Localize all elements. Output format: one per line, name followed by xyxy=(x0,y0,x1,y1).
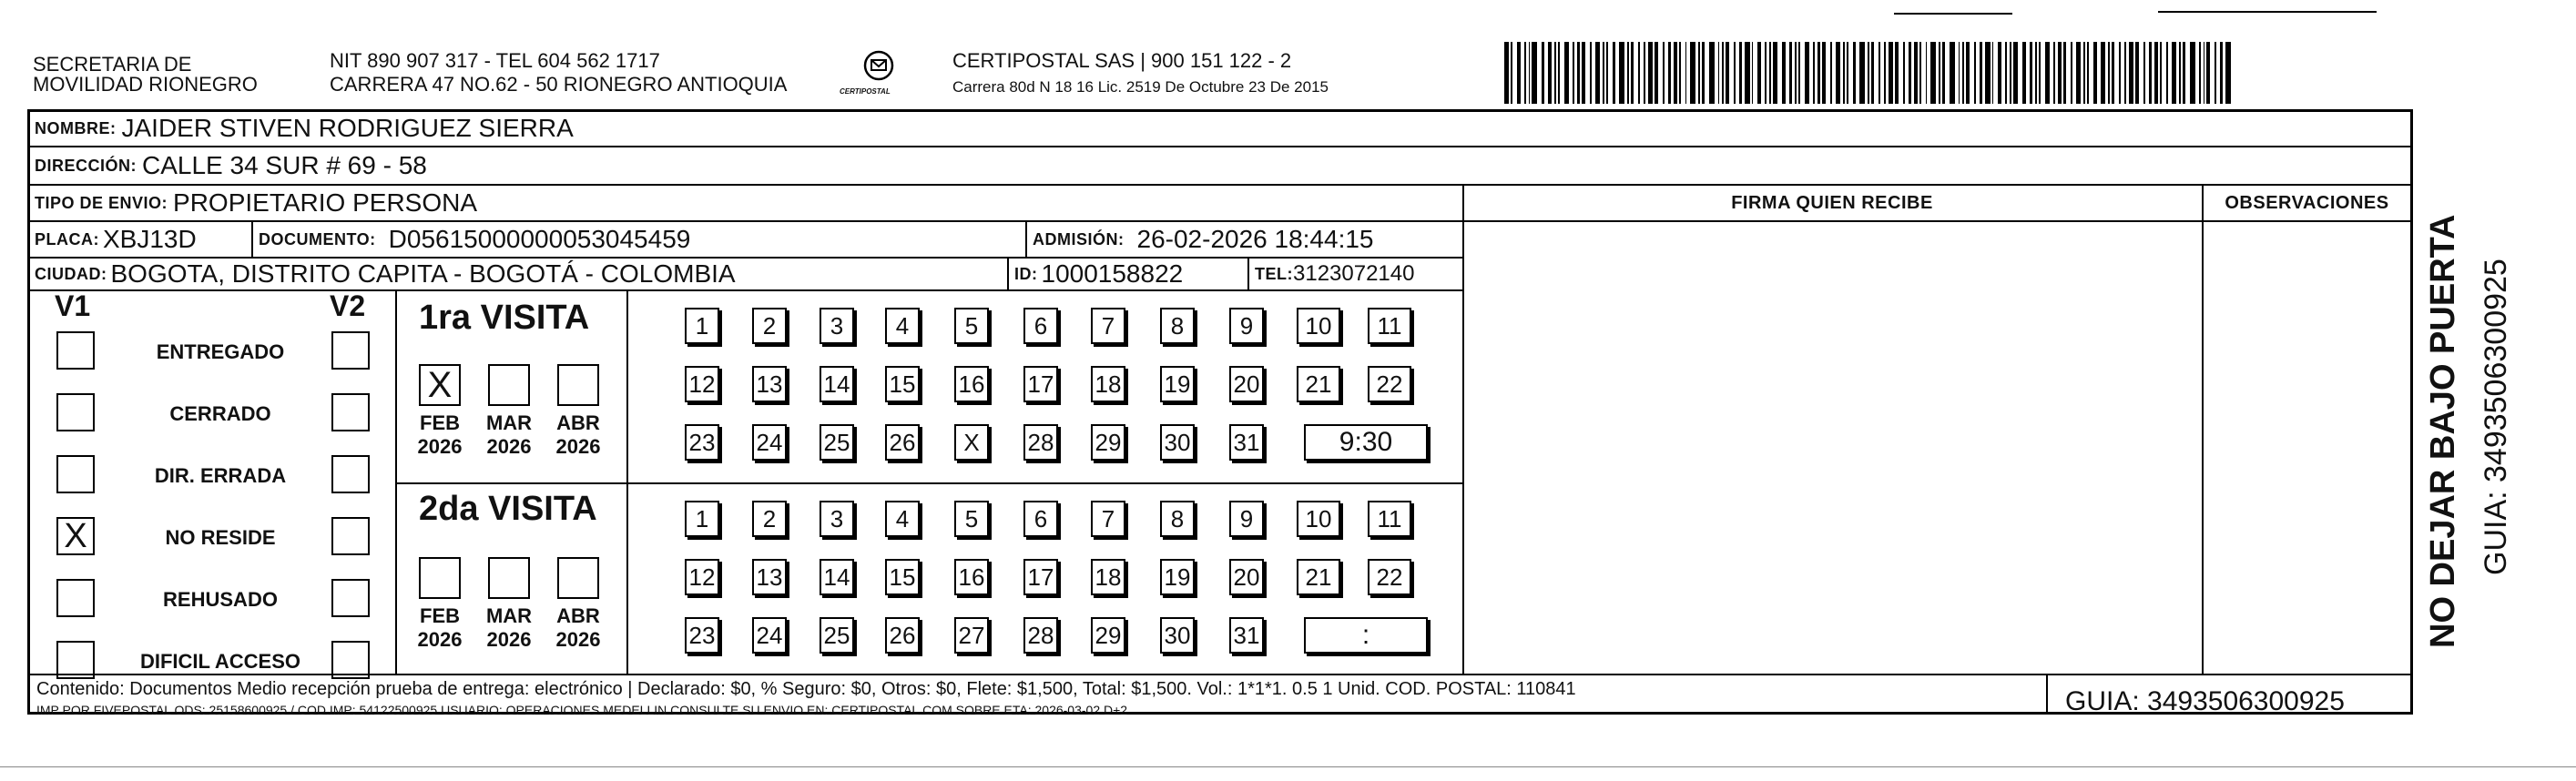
nombre-label: NOMBRE: xyxy=(35,118,117,137)
barcode-bar xyxy=(1709,42,1714,104)
admision-cell xyxy=(1033,222,1374,257)
documento-cell xyxy=(259,222,690,257)
day-box[interactable]: 16 xyxy=(954,559,989,595)
ciudad-value: BOGOTA, DISTRITO CAPITA - BOGOTÁ - COLOMBIA xyxy=(110,259,736,288)
logo-text: CERTIPOSTAL xyxy=(840,87,891,96)
status-label: ENTREGADO xyxy=(156,340,285,363)
day-box[interactable]: 7 xyxy=(1091,308,1125,344)
month-year: 2026 xyxy=(486,628,532,651)
barcode-bar xyxy=(1554,42,1556,104)
observaciones-header xyxy=(2204,186,2410,220)
barcode-bar xyxy=(1992,42,1994,104)
barcode-bar xyxy=(2215,42,2216,104)
barcode-bar xyxy=(1644,42,1645,104)
barcode-bar xyxy=(1595,42,1600,104)
barcode-bar xyxy=(1950,42,1954,104)
barcode-bar xyxy=(1974,42,1976,104)
month-checkbox[interactable] xyxy=(488,557,530,599)
month-name: MAR xyxy=(485,604,533,627)
certipostal-logo-icon xyxy=(858,47,900,89)
v1-checkbox[interactable]: X xyxy=(56,517,95,555)
day-box[interactable]: 15 xyxy=(885,366,920,402)
barcode-bar xyxy=(1930,42,1935,104)
month-checkbox[interactable] xyxy=(557,557,599,599)
day-box[interactable]: 26 xyxy=(885,424,920,461)
barcode-bar xyxy=(1590,42,1592,104)
barcode-bar xyxy=(1558,42,1560,104)
nombre-row xyxy=(35,111,574,146)
day-box[interactable]: 3 xyxy=(820,501,854,537)
barcode-bar xyxy=(2058,42,2062,104)
barcode-bar xyxy=(2108,42,2110,104)
row-line xyxy=(27,289,1464,291)
barcode-bar xyxy=(2225,42,2230,104)
barcode-bar xyxy=(2063,42,2067,104)
v1-checkbox[interactable] xyxy=(56,393,95,431)
day-box[interactable]: X xyxy=(954,424,989,461)
status-label: DIR. ERRADA xyxy=(154,464,287,487)
barcode-bar xyxy=(1722,42,1724,104)
tel-value: 3123072140 xyxy=(1293,261,1415,286)
barcode-bar xyxy=(2119,42,2121,104)
barcode-bar xyxy=(1843,42,1845,104)
month-checkbox[interactable] xyxy=(557,364,599,406)
day-box[interactable]: 25 xyxy=(820,424,854,461)
barcode-bar xyxy=(2010,42,2011,104)
day-box[interactable]: 1 xyxy=(685,308,719,344)
v1-checkbox[interactable] xyxy=(56,455,95,493)
barcode-bar xyxy=(1603,42,1604,104)
barcode-bar xyxy=(2039,42,2041,104)
v2-checkbox[interactable] xyxy=(331,331,370,370)
barcode-bar xyxy=(1962,42,1964,104)
barcode-bar xyxy=(1702,42,1705,104)
barcode-bar xyxy=(1655,42,1658,104)
day-box[interactable]: 15 xyxy=(885,559,920,595)
edge-mark xyxy=(0,766,2576,767)
v2-checkbox[interactable] xyxy=(331,393,370,431)
day-box[interactable]: 5 xyxy=(954,501,989,537)
tipo-envio-row xyxy=(35,186,477,220)
side-guia: GUIA: 3493506300925 xyxy=(2479,259,2513,575)
status-divider xyxy=(395,289,397,674)
day-box[interactable]: 6 xyxy=(1023,501,1058,537)
day-box[interactable]: 1 xyxy=(685,501,719,537)
barcode-bar xyxy=(1884,42,1886,104)
id-value: 1000158822 xyxy=(1041,259,1184,288)
day-box[interactable]: 26 xyxy=(885,617,920,654)
org-name-line2: MOVILIDAD RIONEGRO xyxy=(33,73,258,96)
month-year: 2026 xyxy=(555,435,601,458)
barcode-bar xyxy=(1718,42,1720,104)
month-name: MAR xyxy=(485,411,533,434)
barcode-bar xyxy=(2005,42,2007,104)
barcode-bar xyxy=(1859,42,1864,104)
barcode-bar xyxy=(2076,42,2081,104)
barcode-bar xyxy=(2093,42,2097,104)
day-box[interactable]: 4 xyxy=(885,501,920,537)
org-name-line1: SECRETARIA DE xyxy=(33,53,192,76)
col-line-observaciones xyxy=(2202,184,2204,674)
barcode-bar xyxy=(1966,42,1970,104)
day-box[interactable]: 8 xyxy=(1160,501,1195,537)
barcode-bar xyxy=(1726,42,1729,104)
status-label: REHUSADO xyxy=(163,588,278,611)
barcode-bar xyxy=(1868,42,1869,104)
barcode-bar xyxy=(1577,42,1581,104)
month-checkbox[interactable] xyxy=(419,557,461,599)
barcode-bar xyxy=(2135,42,2139,104)
day-box[interactable]: 19 xyxy=(1160,559,1195,595)
footer-guia: GUIA: 3493506300925 xyxy=(2065,686,2345,716)
day-box[interactable]: 14 xyxy=(820,559,854,595)
month-year: 2026 xyxy=(417,628,463,651)
month-name: ABR xyxy=(556,604,600,627)
barcode-bar xyxy=(2129,42,2133,104)
day-box[interactable]: 30 xyxy=(1160,617,1195,654)
barcode-bar xyxy=(1745,42,1749,104)
barcode-bar xyxy=(2179,42,2181,104)
barcode-bar xyxy=(1817,42,1821,104)
barcode-bar xyxy=(1895,42,1899,104)
barcode-bar xyxy=(1903,42,1905,104)
barcode-bar xyxy=(2022,42,2026,104)
day-box[interactable]: 28 xyxy=(1023,424,1058,461)
placa-label: PLACA: xyxy=(35,229,99,248)
month-checkbox[interactable] xyxy=(488,364,530,406)
barcode-bar xyxy=(1573,42,1574,104)
time-box[interactable]: : xyxy=(1304,617,1428,654)
row-line xyxy=(27,674,2413,675)
day-box[interactable]: 30 xyxy=(1160,424,1195,461)
day-box[interactable]: 28 xyxy=(1023,617,1058,654)
barcode-bar xyxy=(1524,42,1526,104)
barcode-bar xyxy=(1698,42,1700,104)
day-box[interactable]: 9 xyxy=(1229,308,1264,344)
row4-divider xyxy=(251,222,253,257)
day-box[interactable]: 18 xyxy=(1091,366,1125,402)
day-box[interactable]: 4 xyxy=(885,308,920,344)
barcode-bar xyxy=(1606,42,1608,104)
day-box[interactable]: 31 xyxy=(1229,617,1264,654)
barcode-bar xyxy=(1627,42,1629,104)
barcode-bar xyxy=(2030,42,2033,104)
footer-imp: IMP POR FIVEPOSTAL ODS: 25158600925 / COD.IMP: 54122500925 USUARIO: OPERACIONES MEDELLIN CONSULTE SU ENVIO EN: CERTIPOSTAL.COM SOBRE ETA: 2026-03-02 D+2 xyxy=(36,703,1128,717)
barcode-bar xyxy=(2087,42,2089,104)
ciudad-cell xyxy=(35,259,736,289)
barcode-bar xyxy=(1674,42,1677,104)
barcode-bar xyxy=(1795,42,1797,104)
courier-name: CERTIPOSTAL SAS | 900 151 122 - 2 xyxy=(952,49,1292,72)
day-box[interactable]: 22 xyxy=(1368,366,1411,402)
time-box[interactable]: 9:30 xyxy=(1304,424,1428,461)
documento-label: DOCUMENTO: xyxy=(259,229,376,248)
edge-mark xyxy=(1894,13,2012,15)
documento-value: D05615000000053045459 xyxy=(388,225,691,253)
day-box[interactable]: 2 xyxy=(752,308,787,344)
barcode-bar xyxy=(2166,42,2168,104)
day-box[interactable]: 20 xyxy=(1229,366,1264,402)
barcode-bar xyxy=(1926,42,1928,104)
ciudad-label: CIUDAD: xyxy=(35,264,107,283)
day-box[interactable]: 11 xyxy=(1368,501,1411,537)
v2-checkbox[interactable] xyxy=(331,579,370,617)
barcode-bar xyxy=(1752,42,1754,104)
barcode-bar xyxy=(1548,42,1552,104)
day-box[interactable]: 11 xyxy=(1368,308,1411,344)
barcode-bar xyxy=(1619,42,1624,104)
barcode-bar xyxy=(2154,42,2158,104)
day-box[interactable]: 24 xyxy=(752,424,787,461)
status-label: CERRADO xyxy=(169,402,271,425)
barcode-bar xyxy=(1773,42,1777,104)
barcode-bar xyxy=(1532,42,1536,104)
barcode-bar xyxy=(1879,42,1880,104)
month-checkbox[interactable]: X xyxy=(419,364,461,406)
day-box[interactable]: 9 xyxy=(1229,501,1264,537)
barcode-bar xyxy=(1739,42,1743,104)
barcode xyxy=(1504,42,2233,104)
barcode-bar xyxy=(1822,42,1826,104)
barcode-bar xyxy=(2206,42,2210,104)
barcode-bar xyxy=(2199,42,2201,104)
month-name: FEB xyxy=(420,411,460,434)
day-box[interactable]: 17 xyxy=(1023,559,1058,595)
barcode-bar xyxy=(1663,42,1665,104)
barcode-bar xyxy=(1685,42,1687,104)
barcode-bar xyxy=(1679,42,1681,104)
day-box[interactable]: 23 xyxy=(685,424,719,461)
day-box[interactable]: 22 xyxy=(1368,559,1411,595)
barcode-bar xyxy=(2172,42,2176,104)
day-box[interactable]: 7 xyxy=(1091,501,1125,537)
barcode-bar xyxy=(1511,42,1512,104)
day-box[interactable]: 6 xyxy=(1023,308,1058,344)
barcode-bar xyxy=(1853,42,1857,104)
barcode-bar xyxy=(1782,42,1786,104)
col-line-firma xyxy=(1462,184,1464,674)
frame-right xyxy=(2410,109,2413,715)
barcode-bar xyxy=(1909,42,1912,104)
admision-value: 26-02-2026 18:44:15 xyxy=(1136,225,1374,253)
day-box[interactable]: 8 xyxy=(1160,308,1195,344)
org-nit: NIT 890 907 317 - TEL 604 562 1717 xyxy=(330,49,660,72)
day-box[interactable]: 12 xyxy=(685,366,719,402)
footer-contenido: Contenido: Documentos Medio recepción prueba de entrega: electrónico | Declarado: $0, % Seguro: $0, Otros: $0, Flete: $1,500, Total: $1,500. Vol.: 1*1*1. 0.5 1 Unid. COD. POSTAL: 110841 xyxy=(36,679,1576,699)
barcode-bar xyxy=(2053,42,2055,104)
barcode-bar xyxy=(1980,42,1983,104)
barcode-bar xyxy=(2124,42,2126,104)
firma-header xyxy=(1462,186,2202,220)
barcode-bar xyxy=(1517,42,1521,104)
v1-checkbox[interactable] xyxy=(56,641,95,679)
day-box[interactable]: 20 xyxy=(1229,559,1264,595)
visita1-title: 1ra VISITA xyxy=(419,299,590,337)
barcode-bar xyxy=(1959,42,1960,104)
month-year: 2026 xyxy=(417,435,463,458)
barcode-bar xyxy=(1914,42,1918,104)
barcode-bar xyxy=(1542,42,1545,104)
day-box[interactable]: 21 xyxy=(1297,366,1340,402)
visita-divider xyxy=(395,482,1464,484)
barcode-bar xyxy=(1582,42,1585,104)
barcode-bar xyxy=(2071,42,2072,104)
direccion-label: DIRECCIÓN: xyxy=(35,156,137,175)
direccion-row xyxy=(35,147,427,184)
row5-divider xyxy=(1247,259,1249,289)
barcode-bar xyxy=(2112,42,2115,104)
day-box[interactable]: 31 xyxy=(1229,424,1264,461)
day-box[interactable]: 17 xyxy=(1023,366,1058,402)
month-year: 2026 xyxy=(486,435,532,458)
barcode-bar xyxy=(1757,42,1761,104)
id-label: ID: xyxy=(1014,264,1038,283)
observaciones-header-label: OBSERVACIONES xyxy=(2225,192,2389,213)
day-box[interactable]: 13 xyxy=(752,559,787,595)
day-box[interactable]: 29 xyxy=(1091,617,1125,654)
barcode-bar xyxy=(1734,42,1736,104)
barcode-bar xyxy=(1919,42,1921,104)
day-box[interactable]: 10 xyxy=(1297,308,1340,344)
visita2-title: 2da VISITA xyxy=(419,490,597,528)
day-box[interactable]: 29 xyxy=(1091,424,1125,461)
status-label: DIFICIL ACCESO xyxy=(139,650,300,673)
barcode-bar xyxy=(1871,42,1875,104)
barcode-bar xyxy=(1504,42,1509,104)
barcode-bar xyxy=(2101,42,2105,104)
month-year: 2026 xyxy=(555,628,601,651)
barcode-bar xyxy=(1769,42,1771,104)
v2-checkbox[interactable] xyxy=(331,455,370,493)
barcode-bar xyxy=(1847,42,1848,104)
tipo-envio-label: TIPO DE ENVIO: xyxy=(35,193,168,212)
col-line-guia xyxy=(2046,674,2048,715)
day-box[interactable]: 24 xyxy=(752,617,787,654)
barcode-bar xyxy=(1648,42,1653,104)
side-warning: NO DEJAR BAJO PUERTA xyxy=(2424,214,2462,648)
frame-left xyxy=(27,109,30,715)
day-box[interactable]: 25 xyxy=(820,617,854,654)
v1-header: V1 xyxy=(55,289,91,322)
id-cell xyxy=(1014,259,1183,289)
day-box[interactable]: 14 xyxy=(820,366,854,402)
day-box[interactable]: 2 xyxy=(752,501,787,537)
edge-mark xyxy=(2158,11,2377,13)
row4-divider xyxy=(1025,222,1027,257)
admision-label: ADMISIÓN: xyxy=(1033,229,1125,248)
barcode-bar xyxy=(1985,42,1990,104)
barcode-bar xyxy=(1668,42,1672,104)
barcode-bar xyxy=(1789,42,1793,104)
nombre-value: JAIDER STIVEN RODRIGUEZ SIERRA xyxy=(121,114,574,142)
v2-header: V2 xyxy=(330,289,366,322)
month-name: ABR xyxy=(556,411,600,434)
barcode-bar xyxy=(1690,42,1695,104)
barcode-bar xyxy=(1813,42,1815,104)
barcode-bar xyxy=(2149,42,2153,104)
day-box[interactable]: 13 xyxy=(752,366,787,402)
status-label: NO RESIDE xyxy=(165,526,276,549)
barcode-bar xyxy=(2143,42,2145,104)
day-box[interactable]: 27 xyxy=(954,617,989,654)
v1-checkbox[interactable] xyxy=(56,579,95,617)
month-name: FEB xyxy=(420,604,460,627)
day-box[interactable]: 3 xyxy=(820,308,854,344)
barcode-bar xyxy=(1805,42,1809,104)
placa-cell xyxy=(35,222,197,257)
day-box[interactable]: 21 xyxy=(1297,559,1340,595)
barcode-bar xyxy=(2220,42,2224,104)
direccion-value: CALLE 34 SUR # 69 - 58 xyxy=(142,151,427,179)
barcode-bar xyxy=(1889,42,1893,104)
tipo-envio-value: PROPIETARIO PERSONA xyxy=(173,188,478,217)
day-box[interactable]: 5 xyxy=(954,308,989,344)
barcode-bar xyxy=(2190,42,2194,104)
barcode-bar xyxy=(1830,42,1832,104)
row5-divider xyxy=(1007,259,1009,289)
barcode-bar xyxy=(1638,42,1640,104)
barcode-bar xyxy=(1939,42,1940,104)
v1-checkbox[interactable] xyxy=(56,331,95,370)
barcode-bar xyxy=(2083,42,2085,104)
barcode-bar xyxy=(1564,42,1569,104)
barcode-bar xyxy=(1631,42,1634,104)
barcode-bar xyxy=(2035,42,2037,104)
tel-cell xyxy=(1255,259,1414,289)
barcode-bar xyxy=(2183,42,2186,104)
barcode-bar xyxy=(1529,42,1531,104)
courier-address: Carrera 80d N 18 16 Lic. 2519 De Octubre 23 De 2015 xyxy=(952,78,1329,96)
day-box[interactable]: 16 xyxy=(954,366,989,402)
barcode-bar xyxy=(1942,42,1946,104)
tel-label: TEL: xyxy=(1255,264,1293,283)
v2-checkbox[interactable] xyxy=(331,641,370,679)
day-box[interactable]: 18 xyxy=(1091,559,1125,595)
day-box[interactable]: 19 xyxy=(1160,366,1195,402)
barcode-bar xyxy=(2160,42,2162,104)
firma-header-label: FIRMA QUIEN RECIBE xyxy=(1731,192,1933,213)
day-box[interactable]: 23 xyxy=(685,617,719,654)
barcode-bar xyxy=(1798,42,1800,104)
barcode-bar xyxy=(2013,42,2018,104)
v2-checkbox[interactable] xyxy=(331,517,370,555)
barcode-bar xyxy=(1765,42,1767,104)
barcode-bar xyxy=(2204,42,2205,104)
day-box[interactable]: 10 xyxy=(1297,501,1340,537)
org-address: CARRERA 47 NO.62 - 50 RIONEGRO ANTIOQUIA xyxy=(330,73,788,96)
months-divider xyxy=(626,289,628,674)
barcode-bar xyxy=(1613,42,1616,104)
placa-value: XBJ13D xyxy=(103,225,197,253)
barcode-bar xyxy=(1998,42,2001,104)
barcode-bar xyxy=(1836,42,1840,104)
day-box[interactable]: 12 xyxy=(685,559,719,595)
barcode-bar xyxy=(2045,42,2050,104)
